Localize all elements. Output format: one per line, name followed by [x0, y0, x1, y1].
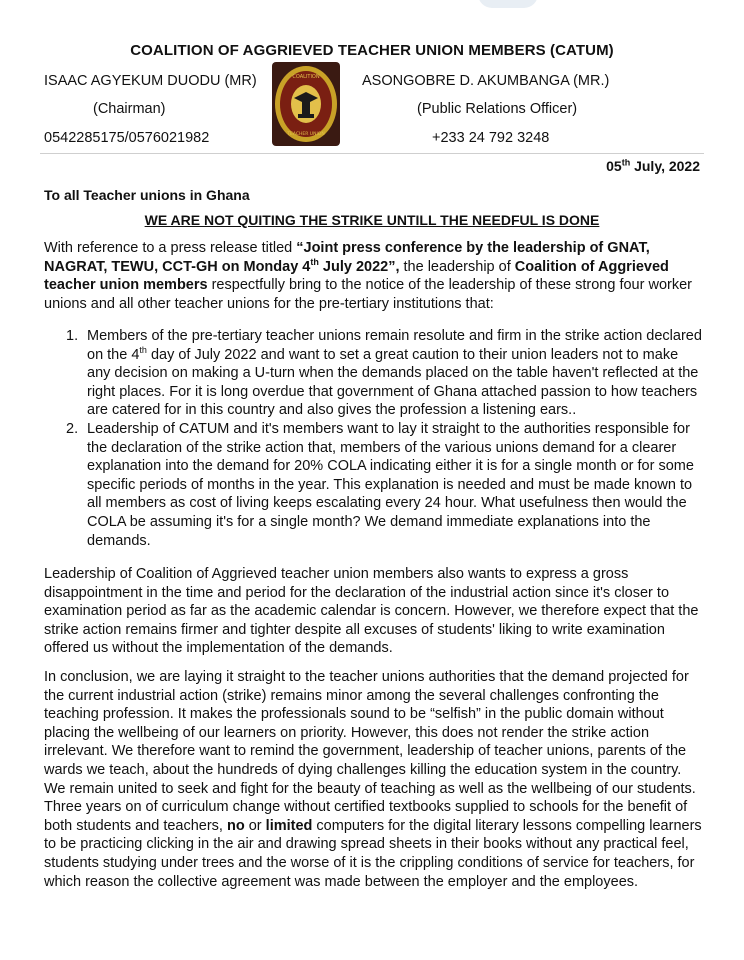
letter-date: 05th July, 2022	[606, 157, 700, 174]
pro-role: (Public Relations Officer)	[417, 101, 578, 117]
demands-list	[44, 327, 704, 550]
organization-title: COALITION OF AGGRIEVED TEACHER UNION MEMBERS (CATUM)	[130, 42, 614, 59]
disappointment-paragraph: Leadership of Coalition of Aggrieved teacher union members also wants to express a gross disappointment in the time and period for the declaration of the industrial action since it's closer to examination period as far as the academic calendar is concern. However, we therefore expect that the strike action remains firmer and tighter despite all excuses of students' liking to write examination offered us without the implementation of the demands.	[44, 566, 699, 657]
list-item-number: 1.	[66, 328, 79, 344]
intro-paragraph: With reference to a press release titled “Joint press conference by the leadership of GNAT, NAGRAT, TEWU, CCT-GH on Monday 4th July 2022”, the leadership of Coalition of Aggrieved teacher union members respectfully bring to the notice of the leadership of these strong four worker unions and all other teacher unions for the pre-tertiary institutions that:	[44, 240, 692, 312]
catum-logo	[272, 62, 340, 146]
pro-phone: +233 24 792 3248	[432, 130, 550, 146]
letter-subject: WE ARE NOT QUITING THE STRIKE UNTILL THE NEEDFUL IS DONE	[144, 212, 600, 228]
list-item: 2. Leadership of CATUM and it's members want to lay it straight to the authorities responsible for the declaration of the strike action that, members of the various unions demand for a clearer explanation into the demand for 20% COLA indicating either it is for a single month or for some specific periods of months in the year. This explanation is needed and must be made known to all members as cost of living keeps escalating every 24 hour. What usefulness then would the COLA be assuming it's for a single month? We demand immediate explanations into the demands.	[66, 420, 694, 549]
conclusion-paragraph: In conclusion, we are laying it straight to the teacher unions authorities that the demand projected for the current industrial action (strike) remains minor among the several challenges confronting the teaching profession. It makes the professionals sound to be “selfish” in the public domain without placing the wellbeing of our learners on priority. However, this does not render the strike action irrelevant. We therefore want to remind the government, leadership of teacher unions, parents of the wards we teach, about the hundreds of dying challenges killing the education system in the country. We remain united to seek and fight for the beauty of teaching as well as the wellbeing of our students. Three years on of curriculum change without certified textbooks supplied to schools for the benefit of both students and teachers, no or limited computers for the digital literary lessons compelling learners to be practicing clicking in the air and drawing spread sheets in their books without any practical feel, students studying under trees and the worse of it is the crippling conditions of service for teachers, for which reason the collective agreement was made between the employer and the employees.	[44, 669, 702, 890]
pro-name: ASONGOBRE D. AKUMBANGA (MR.)	[362, 73, 610, 89]
chairman-role: (Chairman)	[93, 101, 166, 117]
header-divider	[40, 153, 704, 154]
svg-text:COALITION: COALITION	[292, 74, 320, 80]
corner-artifact	[478, 0, 538, 8]
svg-text:TEACHER UNION: TEACHER UNION	[287, 132, 325, 137]
recipient-line: To all Teacher unions in Ghana	[44, 187, 250, 203]
list-item-number: 2.	[66, 420, 79, 437]
chairman-name: ISAAC AGYEKUM DUODU (MR)	[44, 73, 257, 89]
list-item: 1. Members of the pre-tertiary teacher unions remain resolute and firm in the strike action declared on the 4th day of July 2022 and want to set a great caution to their union leaders not to make any decision on making a U-turn when the demands placed on the table haven't reflected at the right places. For it is long overdue that government of Ghana attached passion to how teachers are catered for in this country and also gives the profession a listening ears..	[66, 328, 702, 419]
chairman-phone: 0542285175/0576021982	[44, 130, 210, 146]
